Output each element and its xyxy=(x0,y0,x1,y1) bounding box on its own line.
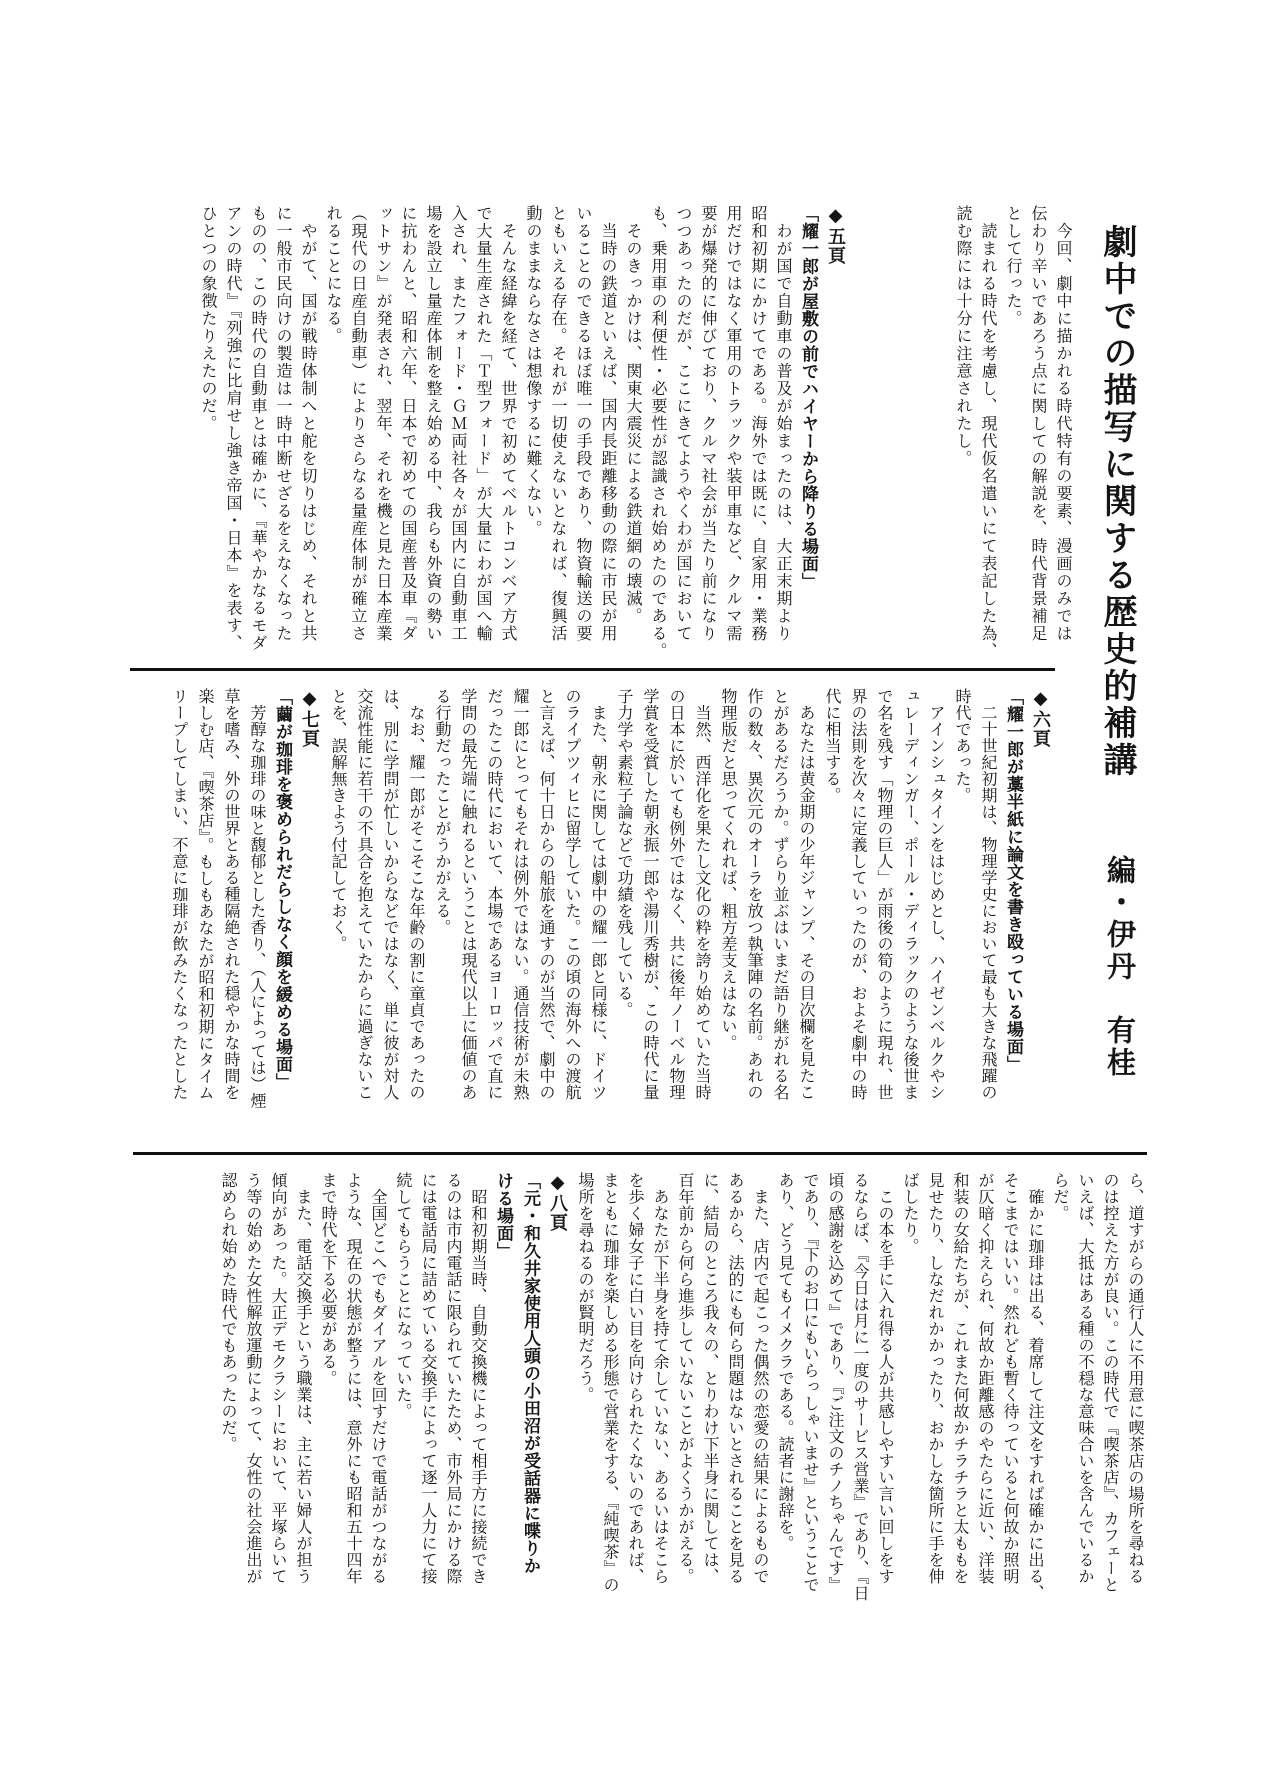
text-column: 頃の感謝を込めて』であり、『ご注文のチノちゃんです』 xyxy=(826,1172,843,1593)
text-column: そんな経緯を経て、世界で初めてベルトコンベア方式 xyxy=(499,205,516,643)
text-column: 学問の最先端に触れるということは現代以上に価値のあ xyxy=(459,688,476,1101)
text-column: も、乗用車の利便性・必要性が認識され始めたのである。 xyxy=(649,205,666,660)
text-column: 動のままならなさは想像するに難くない。 xyxy=(524,205,541,538)
text-column: 芳醇な珈琲の味と馥郁とした香り、（人によっては）煙 xyxy=(248,688,265,1109)
text-column: は、別に学問が忙しいからなどではなく、単に彼が対人 xyxy=(381,688,398,1101)
text-column: また、朝永に関しては劇中の耀一郎と同様に、ドイツ xyxy=(589,688,606,1101)
text-column: いえば、大抵はある種の不穏な意味合いを含んでいるか xyxy=(1076,1172,1093,1585)
text-column: ュレーディンガー、ポール・ディラックのような後世ま xyxy=(901,688,918,1101)
text-column: わが国で自動車の普及が始まったのは、大正末期より xyxy=(774,205,791,643)
text-column: ばしたり。 xyxy=(901,1172,918,1255)
text-column: 全国どこへでもダイアルを回すだけで電話がつながる xyxy=(369,1172,386,1585)
text-column: 時代であった。 xyxy=(953,688,970,804)
text-column: るのは市内電話に限られていたため、市外局にかける際 xyxy=(444,1172,461,1585)
text-column: アインシュタインをはじめとし、ハイゼンベルクやシ xyxy=(927,688,944,1101)
text-column: の日本に於いても例外ではなく、共に後年ノーベル物理 xyxy=(667,688,684,1101)
text-column: のライプツィヒに留学していた。この頃の海外への渡航 xyxy=(563,688,580,1101)
scene-quote: 「耀一郎が藁半紙に論文を書き殴っている場面」 xyxy=(1004,688,1023,1073)
text-column: そのきっかけは、関東大震災による鉄道網の壊滅。 xyxy=(624,205,641,625)
text-column: ットサン』が発表され、翌年、それを機と見た日本産業 xyxy=(374,205,391,643)
section-header: ◆八頁 xyxy=(548,1172,568,1232)
text-column: う等の始めた女性解放運動によって、女性の社会進出が xyxy=(244,1172,261,1585)
text-column: 場所を尋ねるのが賢明だろう。 xyxy=(576,1172,593,1403)
section-divider-2 xyxy=(133,1152,1147,1155)
text-column: る行動だったことがうかがえる。 xyxy=(433,688,450,936)
text-column: あなたが下半身を持て余していない、あるいはそこら xyxy=(651,1172,668,1585)
text-column: やがて、国が戦時体制へと舵を切りはじめ、それと共 xyxy=(299,205,316,643)
top-section xyxy=(175,205,1075,663)
text-column: として行った。 xyxy=(1004,205,1021,328)
text-column: であり、『下のお口にもいらっしゃいませ』ということで xyxy=(801,1172,818,1593)
section-header: ◆五頁 xyxy=(826,205,846,265)
text-column: まともに珈琲を楽しめる形態で営業をする、『純喫茶』の xyxy=(601,1172,618,1593)
text-column: 見せたり、しなだれかかったり、おかしな箇所に手を伸 xyxy=(926,1172,943,1585)
text-column: 読まれる時代を考慮し、現代仮名遣いにて表記した為、 xyxy=(979,205,996,660)
section-header: ◆七頁 xyxy=(300,688,320,748)
middle-section xyxy=(110,688,1055,1109)
text-column: 二十世紀初期は、物理学史において最も大きな飛躍の xyxy=(979,688,996,1101)
text-column: に一般市民向けの製造は一時中断せざるをえなくなった xyxy=(274,205,291,643)
text-column: らだ。 xyxy=(1051,1172,1068,1222)
text-column: のは控えた方が良い。この時代で『喫茶店』、カフェーと xyxy=(1101,1172,1118,1593)
text-column: に抗わんと、昭和六年、日本で初めての国産普及車『ダ xyxy=(399,205,416,643)
text-column: とがあるだろうか。ずらり並ぶはいまだ語り継がれる名 xyxy=(771,688,788,1101)
text-column: 当然、西洋化を果たし文化の粋を誇り始めていた当時 xyxy=(693,688,710,1101)
text-column: 今回、劇中に描かれる時代特有の要素、漫画のみでは xyxy=(1054,205,1071,643)
text-column: で名を残す「物理の巨人」が雨後の筍のように現れ、世 xyxy=(875,688,892,1101)
text-column: 物理版だと思ってくれれば、粗方差支えはない。 xyxy=(719,688,736,1051)
text-column: ひとつの象徴たりえたのだ。 xyxy=(199,205,216,433)
page-title: 劇中での描写に関する歴史的補講 xyxy=(1098,224,1135,779)
text-column: あるから、法的にも何ら問題はないとされることを見る xyxy=(726,1172,743,1585)
text-column: あなたは黄金期の少年ジャンプ、その目次欄を見たこ xyxy=(797,688,814,1101)
text-column: を歩く婦女子に白い目を向けられたくないのであれば、 xyxy=(626,1172,643,1585)
text-column: まで時代を下る必要がある。 xyxy=(319,1172,336,1387)
text-column: 読む際には十分に注意されたし。 xyxy=(954,205,971,468)
text-column: あり、どう見てもイメクラである。読者に謝辞を。 xyxy=(776,1172,793,1552)
text-column: アンの時代』『列強に比肩せし強き帝国・日本』を表す、 xyxy=(224,205,241,652)
text-column: 確かに珈琲は出る、着席して注文をすれば確かに出る、 xyxy=(1026,1172,1043,1601)
text-column: 子力学や素粒子論などで功績を残している。 xyxy=(615,688,632,1018)
text-column: とを、誤解無きよう付記しておく。 xyxy=(329,688,346,952)
text-column: 百年前から何ら進歩していないことがよくうかがえる。 xyxy=(676,1172,693,1585)
text-column: 交流性能に若干の不具合を抱えていたからに過ぎないこ xyxy=(355,688,372,1101)
scene-quote: 「元・和久井家使用人頭の小田沼が受話器に喋りか xyxy=(521,1172,540,1575)
editor-credit: 編・伊丹 有桂 xyxy=(1103,855,1135,1079)
text-column: ら、道すがらの通行人に不用意に喫茶店の場所を尋ねる xyxy=(1126,1172,1143,1585)
text-column: 認められ始めた時代でもあったのだ。 xyxy=(219,1172,236,1453)
text-column: れることになる。 xyxy=(324,205,341,345)
column-gap xyxy=(850,205,950,663)
text-column: に、結局のところ我々の、とりわけ下半身に関しては、 xyxy=(701,1172,718,1585)
text-column: が仄暗く抑えられ、何故か距離感のやたらに近い、洋装 xyxy=(976,1172,993,1585)
text-column: 当時の鉄道といえば、国内長距離移動の際に市民が用 xyxy=(599,205,616,643)
section-divider-1 xyxy=(130,668,1055,671)
text-column: だったこの時代において、本場であるヨーロッパで直に xyxy=(485,688,502,1101)
text-column: 要が爆発的に伸びており、クルマ社会が当たり前になり xyxy=(699,205,716,643)
text-column: と言えば、何十日からの船旅を通すのが当然で、劇中の xyxy=(537,688,554,1101)
text-column: 場を設立し量産体制を整え始める中、我らも外資の勢い xyxy=(424,205,441,643)
text-column: 耀一郎にとってもそれは例外ではない。通信技術が未熟 xyxy=(511,688,528,1101)
text-column: また、店内で起こった偶然の恋愛の結果によるもので xyxy=(751,1172,768,1585)
text-column: 続してもらうことになっていた。 xyxy=(394,1172,411,1420)
text-column: そこまではいい。然れども暫く待っていると何故か照明 xyxy=(1001,1172,1018,1585)
scene-quote: 「繭が珈琲を褒められだらしなく顔を緩める場面」 xyxy=(273,688,292,1091)
bottom-section xyxy=(162,1172,1147,1602)
text-column: ともいえる存在。それが一切使えないとなれば、復興活 xyxy=(549,205,566,643)
text-column: るならば、『今日は月に一度のサービス営業』であり、『日 xyxy=(851,1172,868,1602)
text-column: で大量生産された「Ｔ型フォード」が大量にわが国へ輸 xyxy=(474,205,491,643)
text-column: 作の数々、異次元のオーラを放つ執筆陣の名前。あれの xyxy=(745,688,762,1101)
text-column: つつあったのだが、ここにきてようやくわが国において xyxy=(674,205,691,643)
text-column: なお、耀一郎がそこそこな年齢の割に童貞であったの xyxy=(407,688,424,1101)
section-header: ◆六頁 xyxy=(1031,688,1051,748)
text-column: また、電話交換手という職業は、主に若い婦人が担う xyxy=(294,1172,311,1585)
text-column: 代に相当する。 xyxy=(823,688,840,804)
text-column: いることのできるほぼ唯一の手段であり、物資輸送の要 xyxy=(574,205,591,643)
text-column: ような、現在の状態が整うには、意外にも昭和五十四年 xyxy=(344,1172,361,1585)
text-column: には電話局に詰めている交換手によって逐一人力にて接 xyxy=(419,1172,436,1585)
text-column: （現代の日産自動車）によりさらなる量産体制が確立さ xyxy=(349,205,366,643)
text-column: 昭和初期当時、自動交換機によって相手方に接続でき xyxy=(469,1172,486,1585)
text-column: 伝わり辛いであろう点に関しての解説を、時代背景補足 xyxy=(1029,205,1046,643)
text-column: この本を手に入れ得る人が共感しやすい言い回しをす xyxy=(876,1172,893,1585)
text-column: 和装の女給たちが、これまた何故かチラチラと太ももを xyxy=(951,1172,968,1585)
text-column: 楽しむ店、『喫茶店』。もしもあなたが昭和初期にタイム xyxy=(196,688,213,1101)
text-column: ものの、この時代の自動車とは確かに、『華やかなるモダ xyxy=(249,205,266,652)
text-column: 昭和初期にかけてである。海外では既に、自家用・業務 xyxy=(749,205,766,643)
text-column: 入され、またフォード・ＧＭ両社各々が国内に自動車工 xyxy=(449,205,466,643)
text-column: 用だけではなく軍用のトラックや装甲車など、クルマ需 xyxy=(724,205,741,643)
text-column: 草を嗜み、外の世界とある種隔絶された穏やかな時間を xyxy=(222,688,239,1101)
text-column: 傾向があった。大正デモクラシーにおいて、平塚らいて xyxy=(269,1172,286,1585)
text-column: リープしてしまい、不意に珈琲が飲みたくなったとした xyxy=(170,688,187,1101)
text-column: 学賞を受賞した朝永振一郎や湯川秀樹が、この時代に量 xyxy=(641,688,658,1101)
text-column: 界の法則を次々に定義していったのが、およそ劇中の時 xyxy=(849,688,866,1101)
scene-quote: ける場面」 xyxy=(494,1172,513,1260)
scene-quote: 「耀一郎が屋敷の前でハイヤーから降りる場面」 xyxy=(799,205,818,590)
